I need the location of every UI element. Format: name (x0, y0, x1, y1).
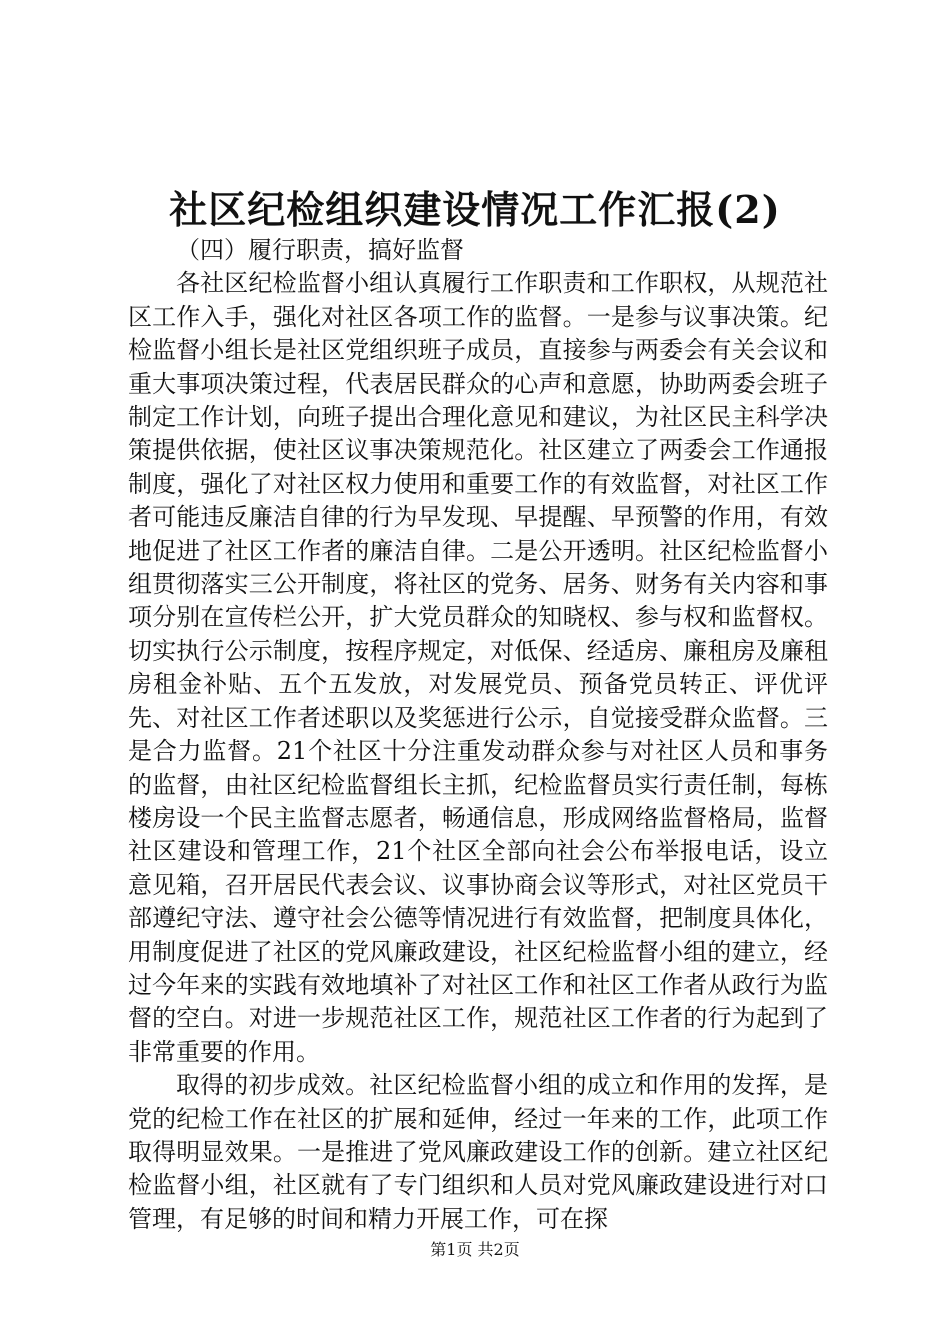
body-paragraph: 各社区纪检监督小组认真履行工作职责和工作职权，从规范社区工作入手，强化对社区各项工作的监督。一是参与议事决策。纪检监督小组长是社区党组织班子成员，直接参与两委会有关会议和重大事项决策过程，代表居民群众的心声和意愿，协助两委会班子制定工作计划，向班子提出合理化意见和建议，为社区民主科学决策提供依据，使社区议事决策规范化。社区建立了两委会工作通报制度，强化了对社区权力使用和重要工作的有效监督，对社区工作者可能违反廉洁自律的行为早发现、早提醒、早预警的作用，有效地促进了社区工作者的廉洁自律。二是公开透明。社区纪检监督小组贯彻落实三公开制度，将社区的党务、居务、财务有关内容和事项分别在宣传栏公开，扩大党员群众的知晓权、参与权和监督权。切实执行公示制度，按程序规定，对低保、经适房、廉租房及廉租房租金补贴、五个五发放，对发展党员、预备党员转正、评优评先、对社区工作者述职以及奖惩进行公示，自觉接受群众监督。三是合力监督。21个社区十分注重发动群众参与对社区人员和事务的监督，由社区纪检监督组长主抓，纪检监督员实行责任制，每栋楼房设一个民主监督志愿者，畅通信息，形成网络监督格局，监督社区建设和管理工作，21个社区全部向社会公布举报电话，设立意见箱，召开居民代表会议、议事协商会议等形式，对社区党员干部遵纪守法、遵守社会公德等情况进行有效监督，把制度具体化，用制度促进了社区的党风廉政建设，社区纪检监督小组的建立，经过今年来的实践有效地填补了对社区工作和社区工作者从政行为监督的空白。对进一步规范社区工作，规范社区工作者的行为起到了非常重要的作用。 (128, 269, 828, 1066)
document-title: 社区纪检组织建设情况工作汇报(2) (169, 187, 781, 232)
page-number-footer: 第1页 共2页 (430, 1240, 520, 1259)
document-body (128, 234, 828, 1236)
body-paragraph: 取得的初步成效。社区纪检监督小组的成立和作用的发挥，是党的纪检工作在社区的扩展和延伸，经过一年来的工作，此项工作取得明显效果。一是推进了党风廉政建设工作的创新。建立社区纪检监督小组，社区就有了专门组织和人员对党风廉政建设进行对口管理，有足够的时间和精力开展工作，可在探 (128, 1071, 828, 1233)
section-heading: （四）履行职责，搞好监督 (176, 236, 464, 264)
